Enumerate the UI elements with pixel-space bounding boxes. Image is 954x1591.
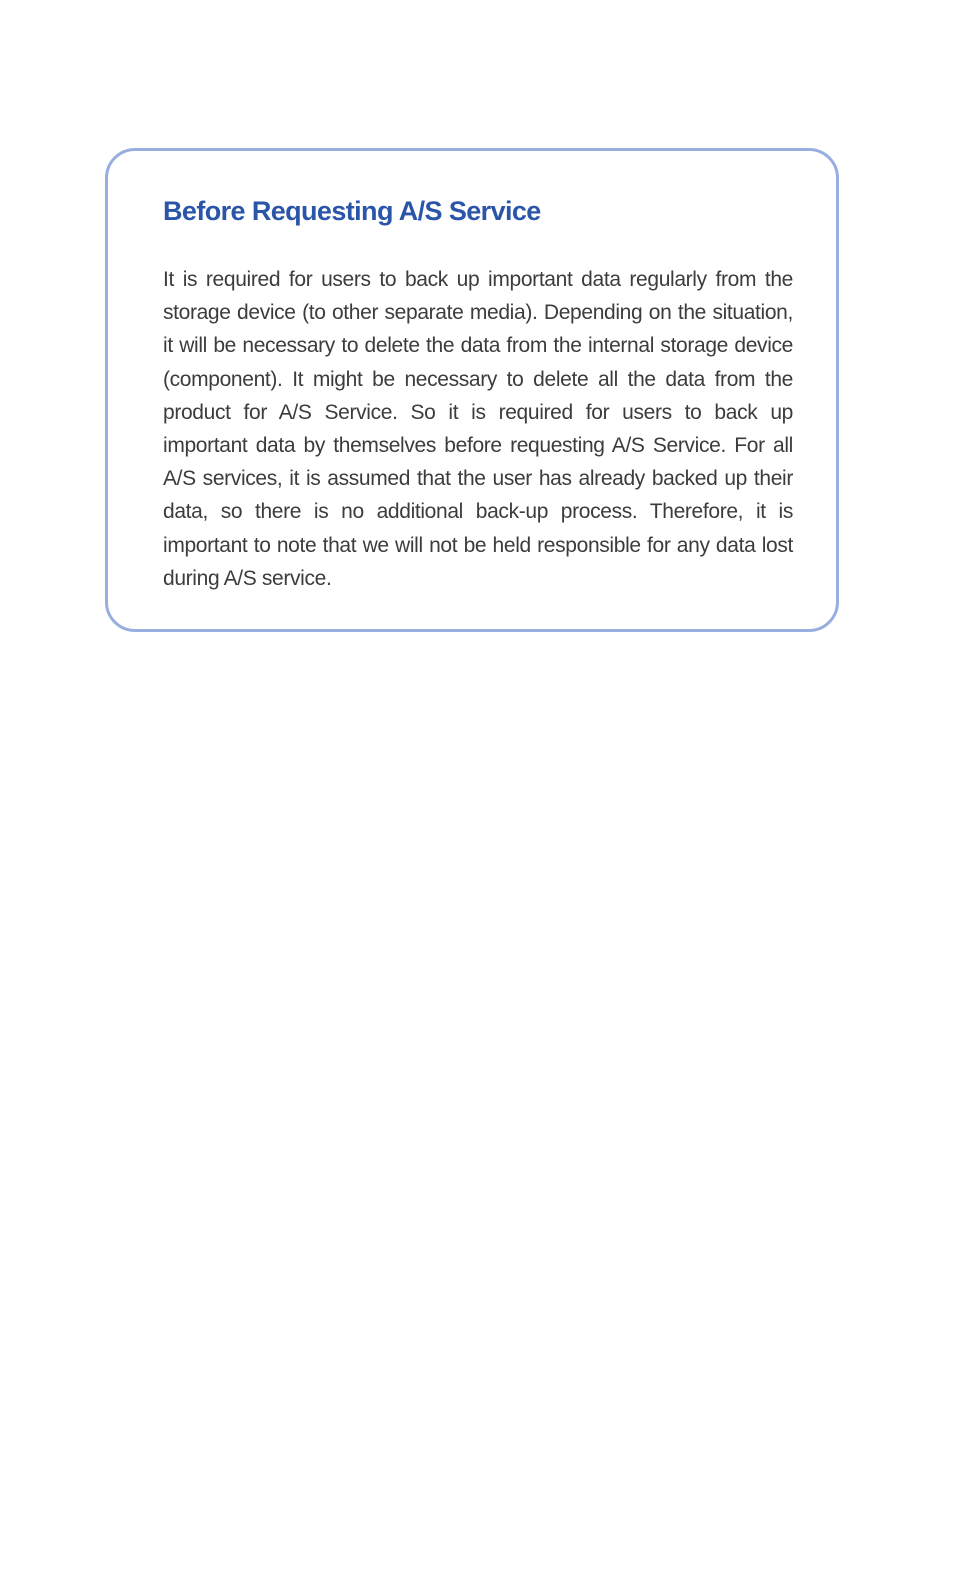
notice-body: It is required for users to back up important data regularly from the storage device (to other separate media). Depending on the situation, it will be necessary to delete the data from the internal storage device (component). It might be necessary to delete all the data from the product for A/S Service. So it is required for users to back up important data by themselves before requesting A/S Service. For all A/S services, it is assumed that the user has already backed up their data, so there is no additional back-up process. Therefore, it is important to note that we will not be held responsible for any data lost during A/S service. bbox=[163, 268, 793, 590]
notice-box bbox=[105, 148, 839, 632]
notice-title: Before Requesting A/S Service bbox=[163, 196, 541, 226]
